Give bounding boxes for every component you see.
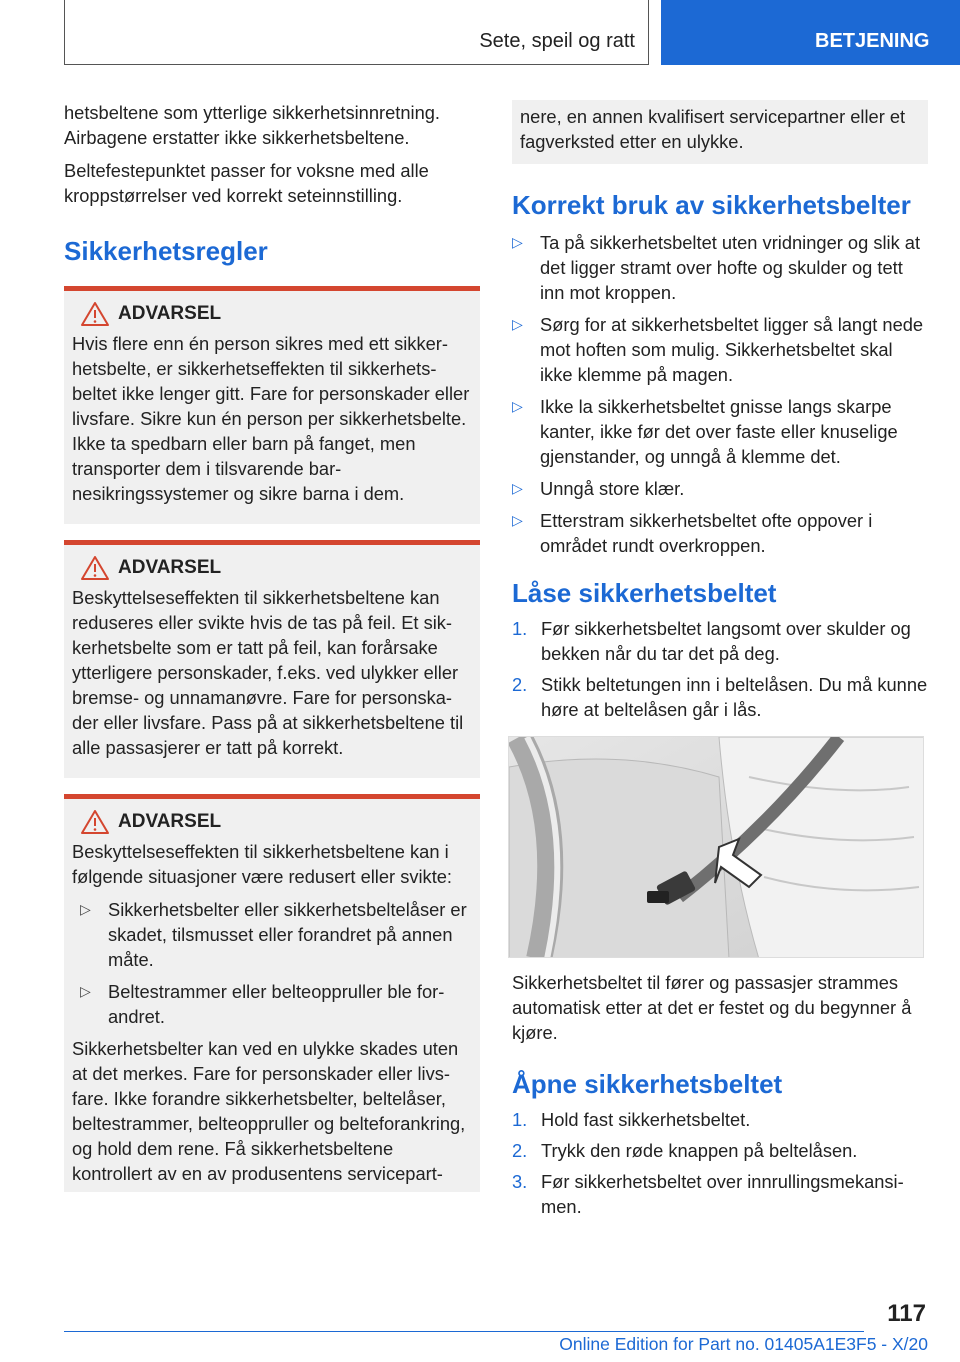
list-item: ▷ Unngå store klær. xyxy=(512,478,685,499)
intro-paragraph-2: Beltefestepunktet passer for voksne med alle kroppstørrelser ved korrekt seteinnstilling. xyxy=(64,160,429,206)
section-heading-lock-belt: Låse sikkerhetsbeltet xyxy=(512,578,777,608)
intro-paragraph-1: hetsbeltene som ytterlige sikkerhetsinnretning. Airbagene erstatter ikke sikkerhetsbeltene. xyxy=(64,102,440,148)
list-item: 2. Trykk den røde knappen på beltelåsen. xyxy=(512,1140,858,1161)
warning-title: ADVARSEL xyxy=(118,303,222,324)
warning-text: Beskyttelseseffekten til sikkerhetsbeltene kan reduseres eller svikte hvis de tas på feil. Et sikkerhetsbelte som er tatt på feil, kan forårsake ytterligere personskader, f.eks. ved ulykker eller bremse- og unnamanøvre. Fare for personskader eller livsfare. Pass på at sikkerhetsbeltene til alle passasjerer er tatt på korrekt. xyxy=(72,587,464,758)
warning-box-2 xyxy=(64,540,480,778)
open-steps-list xyxy=(512,1107,928,1219)
right-column xyxy=(512,100,928,1225)
illustration-caption: Sikkerhetsbeltet til fører og passasjer strammes automatisk etter at det er festet og du begynner å kjøre. xyxy=(512,972,912,1043)
correct-use-list xyxy=(512,230,928,558)
warning-continuation-text: nere, en annen kvalifisert servicepartner eller et fagverksted etter en ulykke. xyxy=(520,106,906,152)
list-item: 1. Hold fast sikkerhetsbeltet. xyxy=(512,1109,751,1130)
warning-triangle-icon xyxy=(80,809,110,835)
list-item: 2. Stikk beltetungen inn i beltelåsen. Du må kunne høre at beltelåsen går i lås. xyxy=(512,674,928,720)
list-item: ▷ Beltestrammer eller belteoppruller ble forandret. xyxy=(80,981,445,1027)
section-heading-safety-rules: Sikkerhetsregler xyxy=(64,236,268,266)
bullet-triangle-icon: ▷ xyxy=(512,234,523,250)
bullet-triangle-icon: ▷ xyxy=(80,901,91,917)
bullet-triangle-icon: ▷ xyxy=(512,512,523,528)
warning-list xyxy=(72,897,472,1029)
warning-header xyxy=(72,555,472,581)
list-item: 3. Før sikkerhetsbeltet over innrullingsmekansimen. xyxy=(512,1171,904,1217)
list-item: ▷ Ta på sikkerhetsbeltet uten vridninger og slik at det ligger stramt over hofte og skulder og tett inn mot kroppen. xyxy=(512,232,921,303)
bullet-triangle-icon: ▷ xyxy=(80,983,91,999)
warning-box-1 xyxy=(64,286,480,524)
warning-text: Hvis flere enn én person sikres med ett sikkerhetsbelte, er sikkerhetseffekten til sikkerhetsbeltet ikke lenger gitt. Fare for personskader eller livsfare. Sikre kun én person per sikkerhetsbelte. Ikke ta spedbarn eller barn på fanget, men transporter dem i tilsvarende barnesikringssystemer og sikre barna i dem. xyxy=(72,333,470,504)
footer-edition-text: Online Edition for Part no. 01405A1E3F5 - X/20 xyxy=(559,1334,928,1354)
section-heading-open-belt: Åpne sikkerhetsbeltet xyxy=(512,1069,783,1099)
warning-header xyxy=(72,809,472,835)
header-section-title: Sete, speil og ratt xyxy=(479,30,635,52)
warning-header xyxy=(72,301,472,327)
warning-title: ADVARSEL xyxy=(118,811,222,832)
warning-outro: Sikkerhetsbelter kan ved en ulykke skades uten at det merkes. Fare for personskader eller livsfare. Ikke forandre sikkerhetsbelter, beltelåser, beltestrammer, belteoppruller og belteforankring, og hold dem rene. Få sikkerhetsbeltene kontrollert av en av produsentens servicepart- xyxy=(72,1038,466,1184)
list-item: ▷ Etterstram sikkerhetsbeltet ofte oppover i området rundt overkroppen. xyxy=(512,510,873,556)
bullet-triangle-icon: ▷ xyxy=(512,398,523,414)
warning-title: ADVARSEL xyxy=(118,557,222,578)
bullet-triangle-icon: ▷ xyxy=(512,480,523,496)
warning-triangle-icon xyxy=(80,555,110,581)
seatbelt-illustration-svg xyxy=(509,737,924,958)
page-number: 117 xyxy=(887,1300,926,1327)
list-item: ▷ Sørg for at sikkerhetsbeltet ligger så langt nede mot hoften som mulig. Sikkerhetsbeltet skal ikke klemme på magen. xyxy=(512,314,924,385)
left-column xyxy=(64,100,480,1192)
footer-divider xyxy=(64,1331,864,1332)
list-item: ▷ Ikke la sikkerhetsbeltet gnisse langs skarpe kanter, ikke før det over faste eller knuselige gjenstander, og unngå å klemme det. xyxy=(512,396,898,467)
list-item: ▷ Sikkerhetsbelter eller sikkerhetsbeltelåser er skadet, tilsmusset eller forandret på annen måte. xyxy=(80,899,467,970)
warning-box-3 xyxy=(64,794,480,1192)
list-item: 1. Før sikkerhetsbeltet langsomt over skulder og bekken når du tar det på deg. xyxy=(512,618,911,664)
header-chapter-tab: BETJENING xyxy=(661,0,960,65)
warning-continuation-box xyxy=(512,100,928,164)
seatbelt-buckle-illustration xyxy=(508,736,924,958)
bullet-triangle-icon: ▷ xyxy=(512,316,523,332)
warning-triangle-icon xyxy=(80,301,110,327)
warning-intro: Beskyttelseseffekten til sikkerhetsbeltene kan i følgende situasjoner være redusert eller svikte: xyxy=(72,841,453,887)
section-heading-correct-use: Korrekt bruk av sikkerhetsbelter xyxy=(512,190,911,220)
lock-steps-list xyxy=(512,616,928,722)
